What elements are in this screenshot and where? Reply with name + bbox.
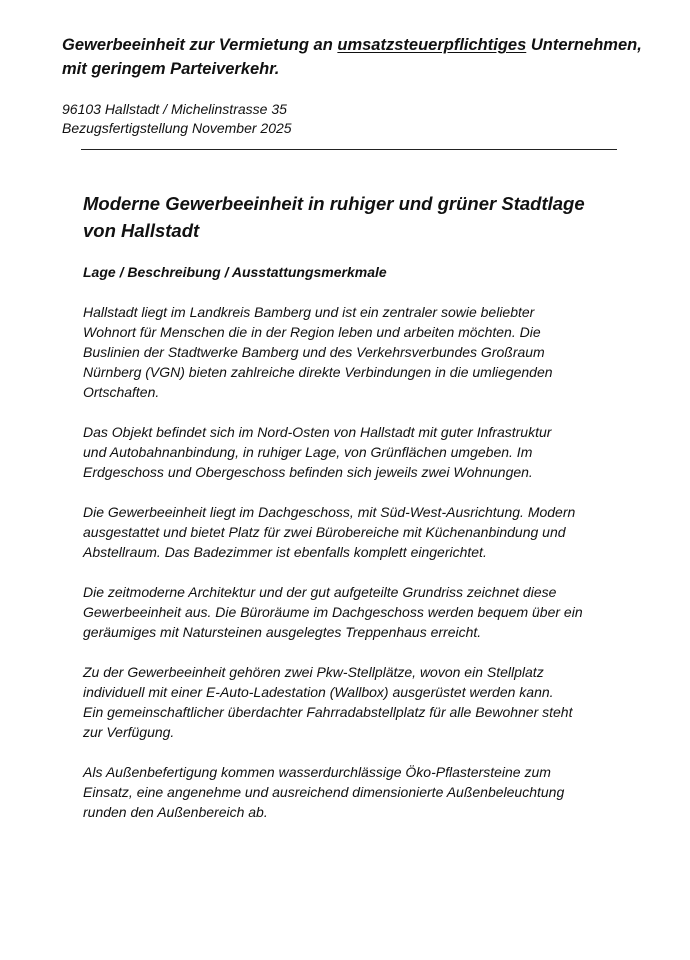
address-line: 96103 Hallstadt / Michelinstrasse 35 [62,101,287,117]
paragraph-line: individuell mit einer E-Auto-Ladestation (Wallbox) ausgerüstet werden kann. [83,684,554,700]
paragraph-line: Als Außenbefertigung kommen wasserdurchlässige Öko-Pflastersteine zum [83,764,551,780]
paragraph-architecture [83,582,643,642]
paragraph-location [83,302,643,402]
paragraph-line: Zu der Gewerbeeinheit gehören zwei Pkw-Stellplätze, wovon ein Stellplatz [83,664,544,680]
paragraph-line: geräumiges mit Natursteinen ausgelegtes Treppenhaus erreicht. [83,624,482,640]
paragraph-line: Erdgeschoss und Obergeschoss befinden sich jeweils zwei Wohnungen. [83,464,533,480]
listing-title-line2: mit geringem Parteiverkehr. [62,60,280,78]
paragraph-exterior [83,762,643,822]
paragraph-line: Ortschaften. [83,384,160,400]
listing-title-underlined: umsatzsteuerpflichtiges [337,36,527,54]
paragraph-line: zur Verfügung. [83,724,175,740]
paragraph-parking [83,662,643,742]
address-block [62,100,292,138]
paragraph-line: Die zeitmoderne Architektur und der gut aufgeteilte Grundriss zeichnet diese [83,584,557,600]
paragraph-line: Einsatz, eine angenehme und ausreichend dimensionierte Außenbeleuchtung [83,784,565,800]
paragraph-line: runden den Außenbereich ab. [83,804,268,820]
paragraph-line: Buslinien der Stadtwerke Bamberg und des Verkehrsverbundes Großraum [83,344,545,360]
listing-title-part1: Gewerbeeinheit zur Vermietung an [62,36,338,54]
paragraph-line: Abstellraum. Das Badezimmer ist ebenfalls komplett eingerichtet. [83,544,487,560]
section-subheading: Lage / Beschreibung / Ausstattungsmerkmale [83,264,387,280]
paragraph-line: Nürnberg (VGN) bieten zahlreiche direkte Verbindungen in die umliegenden [83,364,553,380]
listing-title-part2: Unternehmen, [526,36,642,54]
paragraph-line: Wohnort für Menschen die in der Region leben und arbeiten möchten. Die [83,324,541,340]
main-heading-line1: Moderne Gewerbeeinheit in ruhiger und grüner Stadtlage [83,193,585,214]
paragraph-line: Hallstadt liegt im Landkreis Bamberg und ist ein zentraler sowie beliebter [83,304,535,320]
availability-line: Bezugsfertigstellung November 2025 [62,120,292,136]
paragraph-line: Das Objekt befindet sich im Nord-Osten von Hallstadt mit guter Infrastruktur [83,424,552,440]
header-divider [81,149,617,150]
paragraph-unit [83,502,643,562]
listing-title [62,33,662,81]
paragraph-line: und Autobahnanbindung, in ruhiger Lage, von Grünflächen umgeben. Im [83,444,533,460]
paragraph-line: ausgestattet und bietet Platz für zwei Bürobereiche mit Küchenanbindung und [83,524,566,540]
main-heading-line2: von Hallstadt [83,220,200,241]
paragraph-line: Die Gewerbeeinheit liegt im Dachgeschoss, mit Süd-West-Ausrichtung. Modern [83,504,576,520]
paragraph-object [83,422,643,482]
paragraph-line: Gewerbeeinheit aus. Die Büroräume im Dachgeschoss werden bequem über ein [83,604,583,620]
paragraph-line: Ein gemeinschaftlicher überdachter Fahrradabstellplatz für alle Bewohner steht [83,704,573,720]
main-heading [83,190,623,244]
